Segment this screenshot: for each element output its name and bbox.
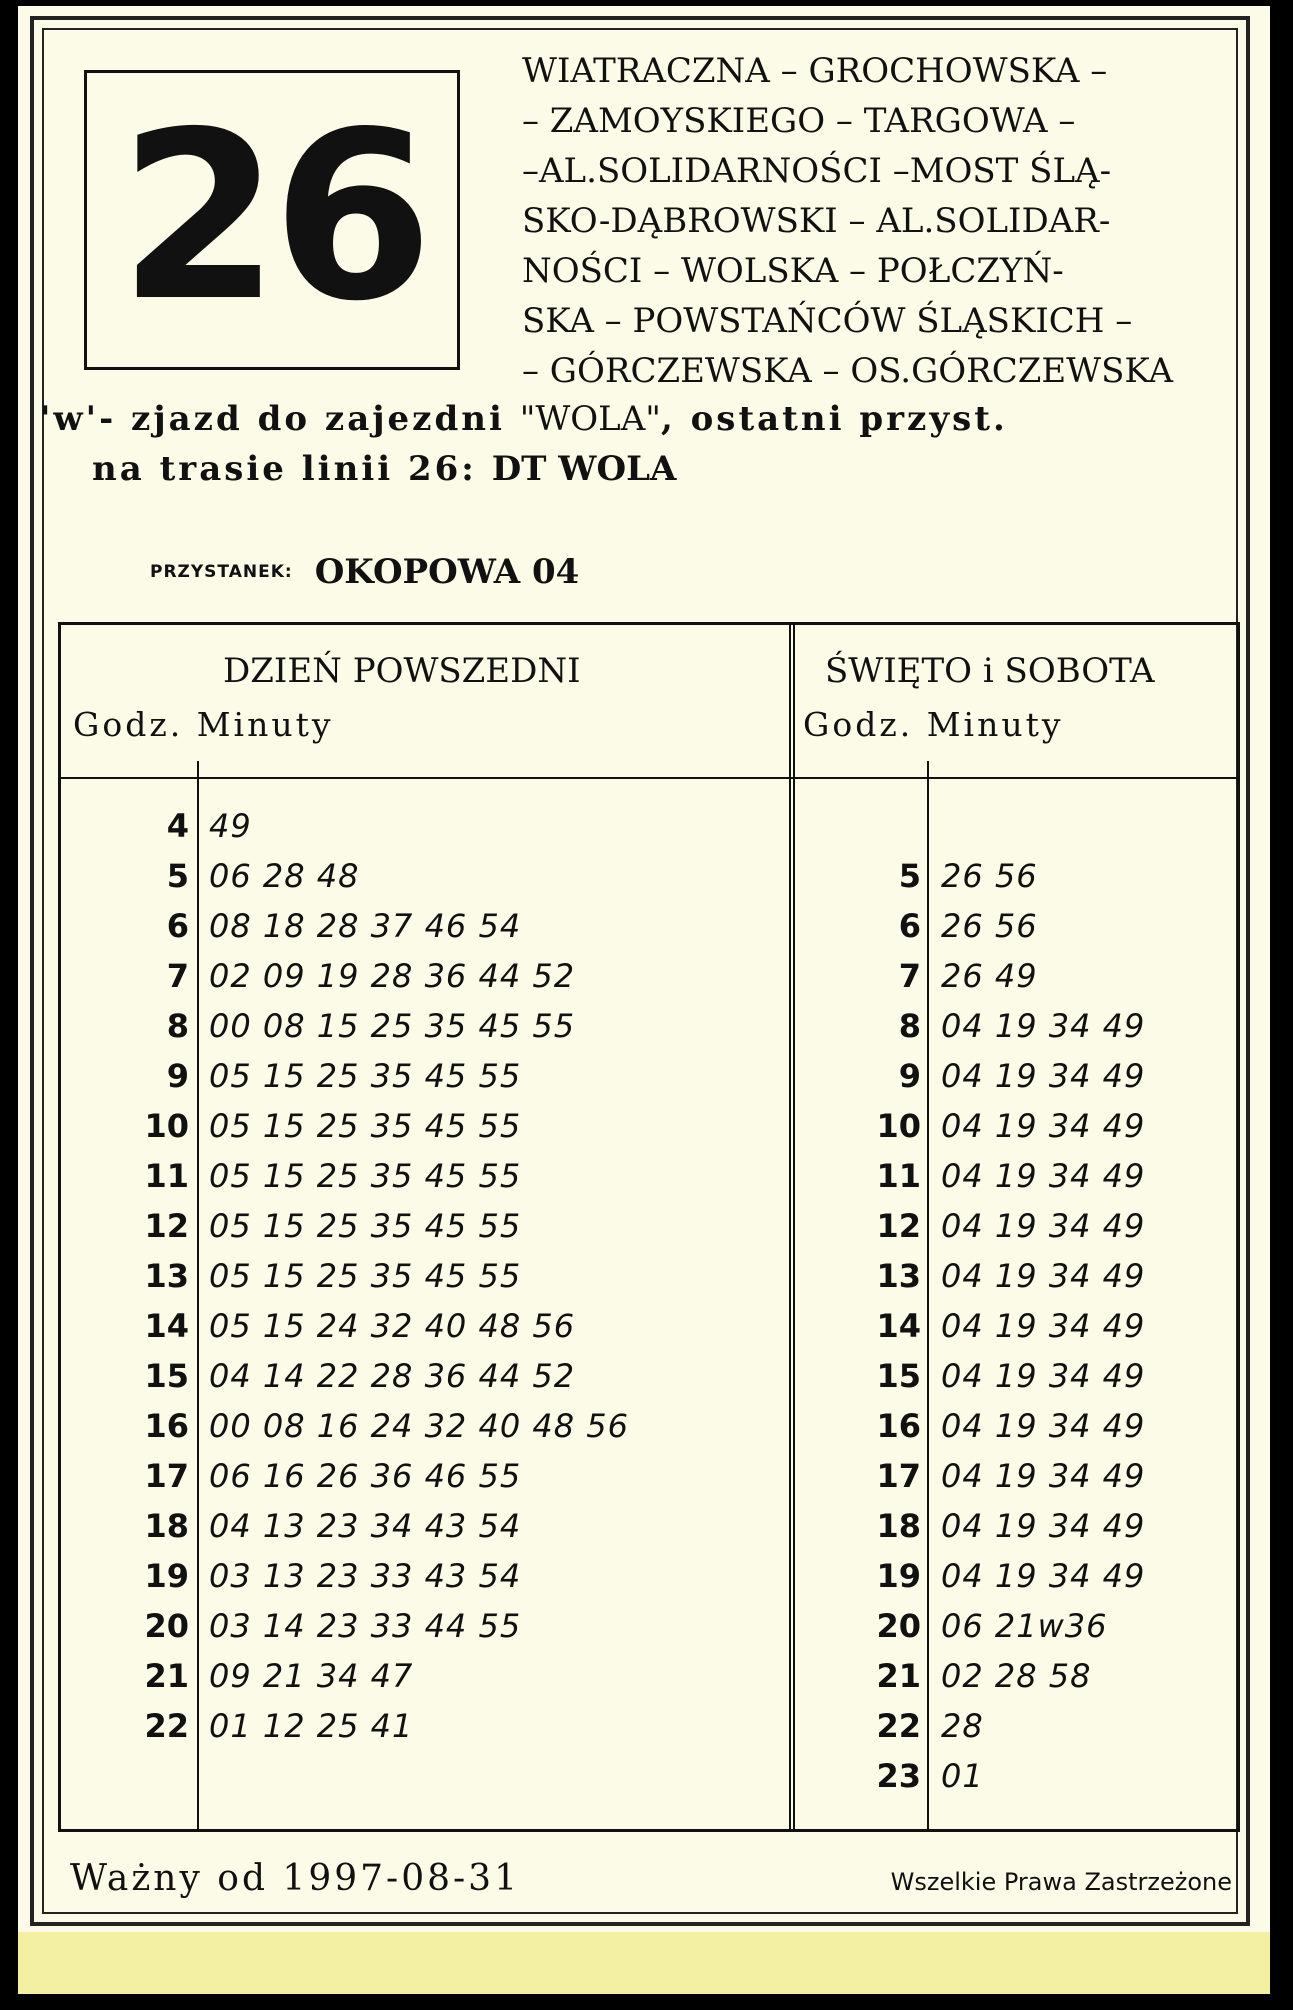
- route-line: NOŚCI – WOLSKA – POŁCZYŃ-: [522, 251, 1064, 291]
- minutes-cell: 01: [941, 1757, 984, 1795]
- weekday-subheader: Godz. Minuty: [73, 705, 334, 744]
- minutes-cell: 04 19 34 49: [941, 1157, 1146, 1195]
- holiday-row: [795, 1301, 1240, 1351]
- route-line: – ZAMOYSKIEGO – TARGOWA –: [522, 101, 1076, 141]
- holiday-row: [795, 1751, 1240, 1801]
- holiday-row: [795, 1701, 1240, 1751]
- holiday-row: [795, 1101, 1240, 1151]
- depot-note: [40, 394, 1240, 494]
- weekday-row: [61, 1351, 789, 1401]
- weekday-row: [61, 951, 789, 1001]
- route-description: [522, 46, 1238, 396]
- header-rule: [61, 777, 1237, 779]
- holiday-row: [795, 1551, 1240, 1601]
- hour-cell: 17: [144, 1457, 189, 1495]
- hour-cell: 20: [144, 1607, 189, 1645]
- hour-cell: 4: [166, 807, 189, 845]
- minutes-cell: 04 19 34 49: [941, 1107, 1146, 1145]
- weekday-row: [61, 1301, 789, 1351]
- holiday-row: [795, 1601, 1240, 1651]
- hour-cell: 9: [166, 1057, 189, 1095]
- minutes-cell: 04 19 34 49: [941, 1007, 1146, 1045]
- hour-cell: 21: [144, 1657, 189, 1695]
- hour-cell: 15: [876, 1357, 921, 1395]
- hour-cell: 19: [144, 1557, 189, 1595]
- minutes-cell: 05 15 25 35 45 55: [209, 1057, 522, 1095]
- weekday-row: [61, 1401, 789, 1451]
- weekday-row: [61, 851, 789, 901]
- line-number: 26: [118, 82, 426, 352]
- weekday-row: [61, 1001, 789, 1051]
- holiday-row: [795, 901, 1240, 951]
- minutes-cell: 01 12 25 41: [209, 1707, 414, 1745]
- minutes-cell: 26 49: [941, 957, 1038, 995]
- minutes-cell: 03 13 23 33 43 54: [209, 1557, 522, 1595]
- minutes-cell: 05 15 25 35 45 55: [209, 1207, 522, 1245]
- holiday-row: [795, 801, 1240, 851]
- weekday-row: [61, 1501, 789, 1551]
- hour-cell: 22: [876, 1707, 921, 1745]
- hour-cell: 18: [876, 1507, 921, 1545]
- holiday-subheader: Godz. Minuty: [803, 705, 1064, 744]
- holiday-title: ŚWIĘTO i SOBOTA: [825, 651, 1155, 691]
- hour-cell: 23: [876, 1757, 921, 1795]
- hour-cell: 16: [144, 1407, 189, 1445]
- route-line: –AL.SOLIDARNOŚCI –MOST ŚLĄ-: [522, 151, 1112, 191]
- holiday-rows: [795, 801, 1240, 1801]
- hour-cell: 13: [876, 1257, 921, 1295]
- hour-cell: 5: [166, 857, 189, 895]
- holiday-row: [795, 1151, 1240, 1201]
- hour-cell: 10: [876, 1107, 921, 1145]
- minutes-cell: 04 19 34 49: [941, 1057, 1146, 1095]
- holiday-row: [795, 1201, 1240, 1251]
- depot-note-line-1: [40, 394, 1240, 444]
- minutes-cell: 06 16 26 36 46 55: [209, 1457, 522, 1495]
- weekday-title: DZIEŃ POWSZEDNI: [223, 651, 581, 691]
- minutes-cell: 04 19 34 49: [941, 1557, 1146, 1595]
- minutes-cell: 26 56: [941, 907, 1038, 945]
- minutes-cell: 04 19 34 49: [941, 1207, 1146, 1245]
- minutes-cell: 05 15 25 35 45 55: [209, 1157, 522, 1195]
- minutes-cell: 26 56: [941, 857, 1038, 895]
- hour-cell: 6: [166, 907, 189, 945]
- hour-cell: 7: [166, 957, 189, 995]
- stop-name: OKOPOWA 04: [314, 552, 580, 592]
- minutes-cell: 06 21w36: [941, 1607, 1108, 1645]
- hour-cell: 17: [876, 1457, 921, 1495]
- hour-cell: 11: [876, 1157, 921, 1195]
- depot-note-suffix: , ostatni przyst.: [660, 399, 1008, 439]
- weekday-row: [61, 1701, 789, 1751]
- minutes-cell: 04 19 34 49: [941, 1407, 1146, 1445]
- timetable-card: [18, 6, 1270, 1994]
- weekday-row: [61, 1101, 789, 1151]
- weekday-row: [61, 901, 789, 951]
- valid-from: Ważny od 1997-08-31: [70, 1858, 520, 1899]
- holiday-row: [795, 1651, 1240, 1701]
- hour-cell: 14: [144, 1307, 189, 1345]
- hour-cell: 11: [144, 1157, 189, 1195]
- hour-cell: 22: [144, 1707, 189, 1745]
- route-line: – GÓRCZEWSKA – OS.GÓRCZEWSKA: [522, 351, 1173, 391]
- holiday-row: [795, 851, 1240, 901]
- timetable-grid: [58, 622, 1240, 1832]
- minutes-cell: 00 08 15 25 35 45 55: [209, 1007, 576, 1045]
- hour-cell: 19: [876, 1557, 921, 1595]
- weekday-row: [61, 1051, 789, 1101]
- depot-last-stop: DT WOLA: [491, 449, 677, 489]
- hour-cell: 12: [876, 1207, 921, 1245]
- hour-cell: 18: [144, 1507, 189, 1545]
- minutes-cell: 28: [941, 1707, 984, 1745]
- holiday-row: [795, 951, 1240, 1001]
- holiday-row: [795, 1501, 1240, 1551]
- hour-cell: 9: [898, 1057, 921, 1095]
- hour-cell: 12: [144, 1207, 189, 1245]
- weekday-row: [61, 1651, 789, 1701]
- depot-name: "WOLA": [519, 399, 661, 439]
- minutes-cell: 06 28 48: [209, 857, 360, 895]
- yellow-strip: [18, 1932, 1270, 1994]
- minutes-cell: 04 19 34 49: [941, 1357, 1146, 1395]
- hour-cell: 14: [876, 1307, 921, 1345]
- minutes-cell: 05 15 25 35 45 55: [209, 1107, 522, 1145]
- route-line: SKO-DĄBROWSKI – AL.SOLIDAR-: [522, 201, 1111, 241]
- route-line: SKA – POWSTAŃCÓW ŚLĄSKICH –: [522, 301, 1133, 341]
- route-line: WIATRACZNA – GROCHOWSKA –: [522, 51, 1108, 91]
- weekday-row: [61, 1451, 789, 1501]
- stop-label: PRZYSTANEK:: [150, 562, 293, 582]
- minutes-cell: 04 13 23 34 43 54: [209, 1507, 522, 1545]
- minutes-cell: 02 09 19 28 36 44 52: [209, 957, 576, 995]
- minutes-cell: 03 14 23 33 44 55: [209, 1607, 522, 1645]
- weekday-rows: [61, 801, 789, 1751]
- minutes-cell: 05 15 24 32 40 48 56: [209, 1307, 576, 1345]
- weekday-row: [61, 1601, 789, 1651]
- weekday-row: [61, 1551, 789, 1601]
- line-number-box: [84, 70, 460, 370]
- hour-cell: 16: [876, 1407, 921, 1445]
- hour-cell: 20: [876, 1607, 921, 1645]
- hour-cell: 7: [898, 957, 921, 995]
- depot-note-prefix: 'w'- zjazd do zajezdni: [40, 399, 520, 439]
- holiday-row: [795, 1251, 1240, 1301]
- holiday-row: [795, 1001, 1240, 1051]
- rights-notice: Wszelkie Prawa Zastrzeżone: [890, 1868, 1232, 1896]
- weekday-row: [61, 801, 789, 851]
- minutes-cell: 04 19 34 49: [941, 1307, 1146, 1345]
- weekday-row: [61, 1201, 789, 1251]
- hour-cell: 10: [144, 1107, 189, 1145]
- minutes-cell: 04 19 34 49: [941, 1507, 1146, 1545]
- minutes-cell: 02 28 58: [941, 1657, 1092, 1695]
- weekday-row: [61, 1151, 789, 1201]
- minutes-cell: 05 15 25 35 45 55: [209, 1257, 522, 1295]
- minutes-cell: 49: [209, 807, 252, 845]
- holiday-row: [795, 1451, 1240, 1501]
- hour-cell: 8: [166, 1007, 189, 1045]
- hour-cell: 15: [144, 1357, 189, 1395]
- holiday-row: [795, 1401, 1240, 1451]
- hour-cell: 21: [876, 1657, 921, 1695]
- hour-cell: 13: [144, 1257, 189, 1295]
- depot-note-line-2: [40, 444, 1240, 494]
- stop-row: [150, 552, 579, 592]
- minutes-cell: 04 19 34 49: [941, 1257, 1146, 1295]
- minutes-cell: 00 08 16 24 32 40 48 56: [209, 1407, 629, 1445]
- hour-cell: 5: [898, 857, 921, 895]
- weekday-row: [61, 1251, 789, 1301]
- hour-cell: 6: [898, 907, 921, 945]
- hour-cell: 8: [898, 1007, 921, 1045]
- minutes-cell: 04 14 22 28 36 44 52: [209, 1357, 576, 1395]
- holiday-row: [795, 1051, 1240, 1101]
- holiday-row: [795, 1351, 1240, 1401]
- minutes-cell: 08 18 28 37 46 54: [209, 907, 522, 945]
- depot-note-line2-prefix: na trasie linii 26:: [92, 449, 492, 489]
- minutes-cell: 04 19 34 49: [941, 1457, 1146, 1495]
- minutes-cell: 09 21 34 47: [209, 1657, 414, 1695]
